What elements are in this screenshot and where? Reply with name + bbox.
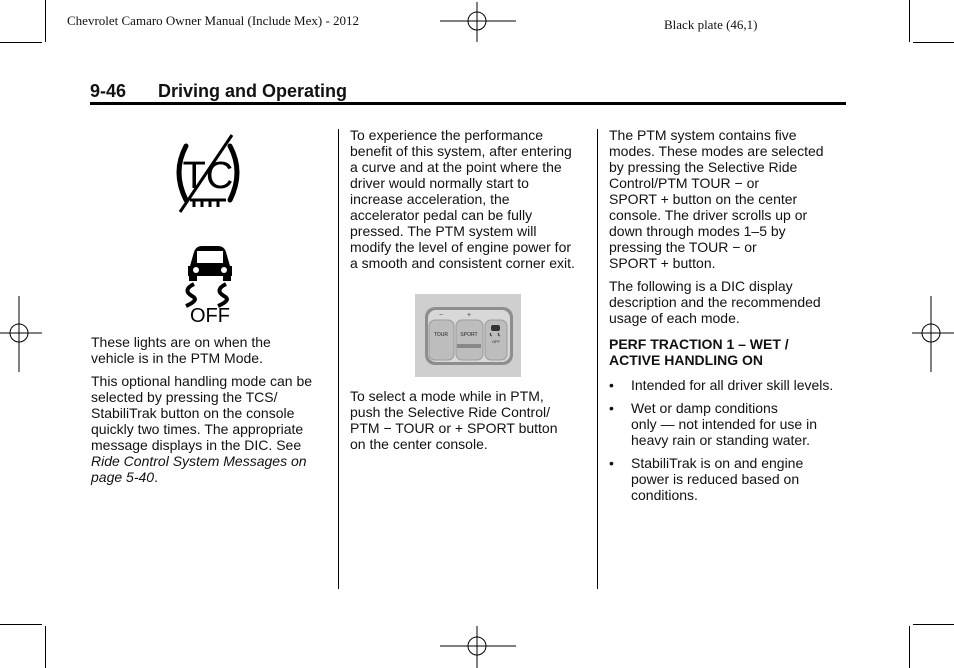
- off-button-label: OFF: [492, 339, 500, 344]
- crop-mark: [909, 0, 910, 42]
- paragraph-end: .: [154, 469, 158, 485]
- book-title: Chevrolet Camaro Owner Manual (Include Mex) - 2012: [67, 13, 360, 28]
- column-1-text: [91, 334, 331, 492]
- list-item: • Intended for all driver skill levels.: [609, 377, 849, 393]
- traction-control-off-icon: [172, 132, 244, 214]
- crop-mark: [0, 42, 42, 43]
- registration-mark-left: [0, 296, 42, 372]
- button-plus-text: +: [466, 312, 472, 319]
- column-2-text-lower: [350, 388, 592, 459]
- stabilitrak-off-icon: [180, 240, 240, 324]
- registration-mark-bottom: [440, 626, 516, 668]
- crop-mark: [913, 42, 954, 43]
- registration-mark-top: [440, 2, 516, 42]
- ptm-control-buttons-image: [415, 294, 521, 377]
- off-icon-text: OFF: [190, 305, 230, 324]
- mode-heading: PERF TRACTION 1 – WET / ACTIVE HANDLING ON: [609, 336, 789, 368]
- button-minus-text: −: [438, 312, 444, 319]
- paragraph: [91, 373, 331, 485]
- crop-mark: [913, 624, 954, 625]
- tc-icon-text: TC: [182, 155, 234, 197]
- paragraph: To select a mode while in PTM, push the Selective Ride Control/ PTM − TOUR or + SPORT button on the center console.: [350, 388, 558, 452]
- list-item: • StabiliTrak is on and engine power is reduced based on conditions.: [609, 455, 849, 503]
- registration-mark-right: [912, 296, 954, 372]
- column-2-text: [350, 127, 592, 278]
- crop-mark: [45, 0, 46, 42]
- mode-bullet-list: [609, 377, 849, 503]
- tour-button-label: TOUR: [433, 332, 449, 338]
- paragraph: These lights are on when the vehicle is in the PTM Mode.: [91, 334, 271, 366]
- column-divider: [597, 129, 598, 589]
- cross-reference-link[interactable]: Ride Control System Messages on page 5-40: [91, 453, 307, 485]
- paragraph-text: This optional handling mode can be selected by pressing the TCS/ StabiliTrak button on the console quickly two times. The appropriate message displays in the DIC. See: [91, 373, 313, 453]
- crop-mark: [0, 624, 42, 625]
- crop-mark: [909, 626, 910, 668]
- paragraph: The PTM system contains five modes. These modes are selected by pressing the Selective Ride Control/PTM TOUR − or SPORT + button on the center console. The driver scrolls up or down through modes 1–5 by pressing the TOUR − or SPORT + button.: [609, 127, 824, 271]
- plate-label: Black plate (46,1): [664, 17, 758, 32]
- column-3-text: [609, 127, 849, 510]
- column-divider: [338, 129, 339, 589]
- sport-button-label: SPORT: [460, 332, 478, 338]
- list-item: • Wet or damp conditions only — not intended for use in heavy rain or standing water.: [609, 400, 849, 448]
- paragraph: The following is a DIC display description and the recommended usage of each mode.: [609, 278, 821, 326]
- section-title: Driving and Operating: [158, 81, 348, 101]
- paragraph: To experience the performance benefit of this system, after entering a curve and at the point where the driver would normally start to increase acceleration, the accelerator pedal can be fully pressed. The PTM system will modify the level of engine power for a smooth and consistent corner exit.: [350, 127, 575, 271]
- section-rule: [90, 102, 846, 105]
- crop-mark: [45, 626, 46, 668]
- section-number: 9-46: [90, 81, 127, 101]
